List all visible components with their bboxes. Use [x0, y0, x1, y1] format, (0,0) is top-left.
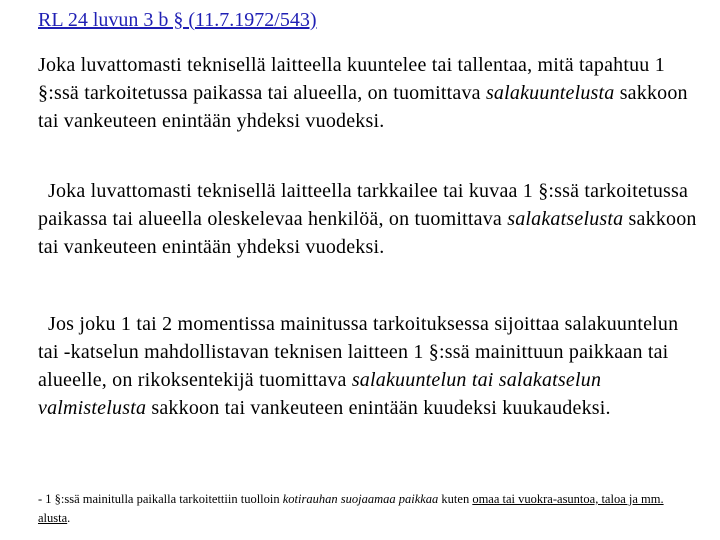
footnote-text: . [67, 511, 71, 525]
paragraph-preparation [38, 310, 698, 422]
paragraph-text: sakkoon tai vankeuteen enintään yhdeksi vuodeksi. [38, 208, 697, 258]
footnote [38, 490, 678, 528]
paragraph-text: Jos joku 1 tai 2 momentissa mainitussa tarkoituksessa sijoittaa salakuuntelun tai -katselun mahdollistavan teknisen laitteen 1 §:ssä mainittuun paikkaan tai alueelle, on rikoksentekijä tuomittava [38, 313, 679, 391]
italic-term: salakuuntelun tai salakatselun valmistelusta [38, 369, 602, 419]
footnote-text: - 1 §:ssä mainitulla paikalla tarkoitettiin tuolloin [38, 492, 283, 506]
italic-term: salakatselusta [507, 208, 624, 230]
paragraph-text: Joka luvattomasti teknisellä laitteella tarkkailee tai kuvaa 1 §:ssä tarkoitetussa paikassa tai alueella oleskelevaa henkilöä, on tuomittava [38, 180, 689, 230]
law-reference-heading: RL 24 luvun 3 b § (11.7.1972/543) [38, 9, 317, 31]
footnote-underlined: omaa tai vuokra-asuntoa, taloa ja mm. alusta [38, 492, 664, 525]
paragraph-text: Joka luvattomasti teknisellä laitteella kuuntelee tai tallentaa, mitä tapahtuu 1 §:ssä tarkoitetussa paikassa tai alueella, on tuomittava [38, 54, 665, 104]
paragraph-eavesdropping [38, 51, 698, 135]
footnote-italic: kotirauhan suojaamaa paikkaa [282, 492, 439, 506]
footnote-text: kuten [438, 492, 473, 506]
paragraph-illicit-viewing [38, 177, 698, 261]
paragraph-text: sakkoon tai vankeuteen enintään kuudeksi kuukaudeksi. [146, 397, 611, 419]
paragraph-text: sakkoon tai vankeuteen enintään yhdeksi vuodeksi. [38, 82, 688, 132]
italic-term: salakuuntelusta [485, 82, 615, 104]
